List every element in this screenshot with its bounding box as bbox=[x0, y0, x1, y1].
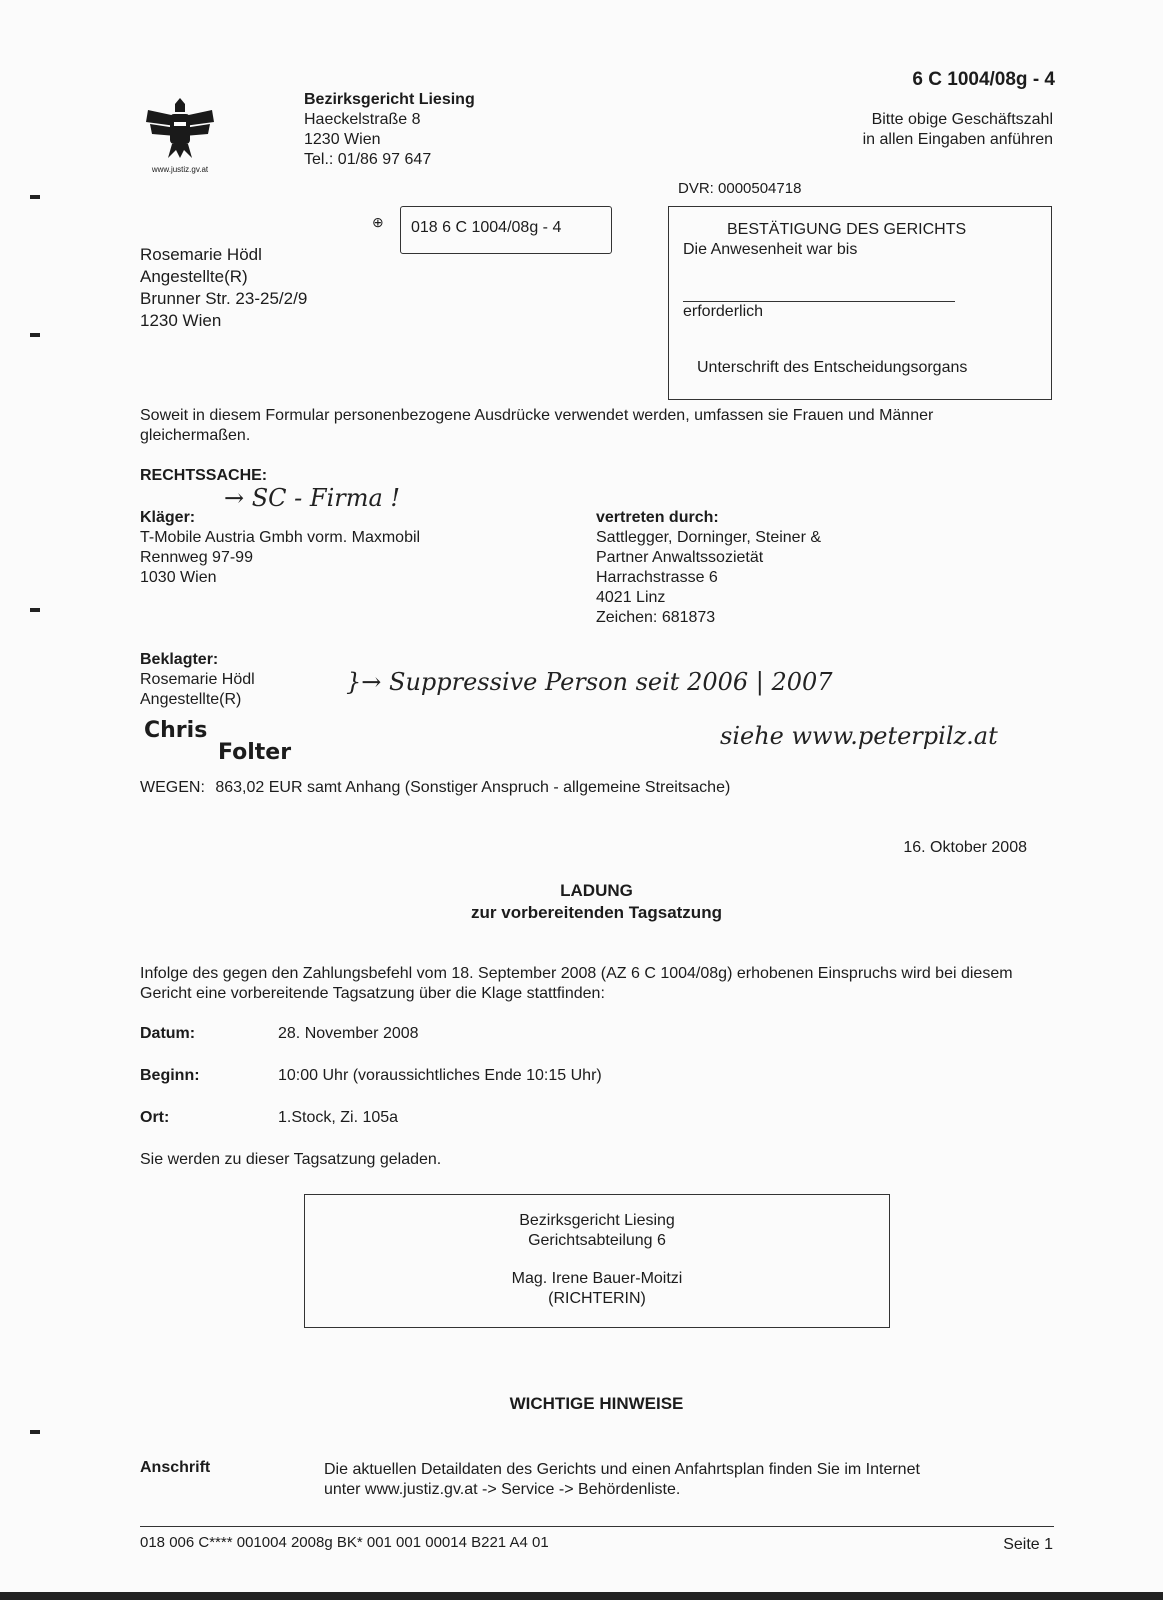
representative-block: vertreten durch: Sattlegger, Dorninger, Steiner & Partner Anwaltssozietät Harrachstrasse 6 4021 Linz Zeichen: 681873 bbox=[596, 509, 822, 626]
court-name: Bezirksgericht Liesing bbox=[304, 91, 475, 108]
scan-mark bbox=[30, 1430, 40, 1434]
footer-code: 018 006 C**** 001004 2008g BK* 001 001 00014 B221 A4 01 bbox=[140, 1534, 549, 1551]
handwritten-name-1: Chris bbox=[144, 718, 208, 743]
address-label: Anschrift bbox=[140, 1459, 211, 1476]
plaintiff-block: Kläger: T-Mobile Austria Gmbh vorm. Maxmobil Rennweg 97-99 1030 Wien bbox=[140, 509, 421, 586]
handwritten-name-2: Folter bbox=[218, 740, 292, 765]
document-title: LADUNG zur vorbereitenden Tagsatzung bbox=[471, 881, 722, 922]
confirmation-title: BESTÄTIGUNG DES GERICHTS bbox=[727, 221, 967, 238]
dvr-number: DVR: 0000504718 bbox=[678, 180, 802, 197]
defendant-block: Beklagter: Rosemarie Hödl Angestellte(R) bbox=[140, 651, 255, 708]
case-stamp: 018 6 C 1004/08g - 4 bbox=[400, 206, 612, 254]
court-confirmation-box: BESTÄTIGUNG DES GERICHTS Die Anwesenheit war bis erforderlich Unterschrift des Entscheidungsorgans bbox=[668, 206, 1052, 400]
court-address: Bezirksgericht Liesing Haeckelstraße 8 1230 Wien Tel.: 01/86 97 647 bbox=[304, 91, 475, 168]
signature-label: Unterschrift des Entscheidungsorgans bbox=[697, 359, 968, 376]
case-number-note: Bitte obige Geschäftszahl in allen Eingaben anführen bbox=[862, 111, 1053, 148]
address-info: Die aktuellen Detaildaten des Gerichts und einen Anfahrtsplan finden Sie im Internet unter www.justiz.gv.at -> Service -> Behördenliste. bbox=[324, 1461, 920, 1498]
eagle-icon bbox=[140, 92, 220, 162]
recipient-address: Rosemarie Hödl Angestellte(R) Brunner Str. 23-25/2/9 1230 Wien bbox=[140, 245, 308, 330]
scan-mark bbox=[30, 333, 40, 337]
judge-signature-box: Bezirksgericht Liesing Gerichtsabteilung 6 Mag. Irene Bauer-Moitzi (RICHTERIN) bbox=[304, 1194, 890, 1328]
judge-name: Mag. Irene Bauer-Moitzi bbox=[511, 1270, 683, 1287]
gender-notice: Soweit in diesem Formular personenbezogene Ausdrücke verwendet werden, umfassen sie Frauen und Männer gleichermaßen. bbox=[140, 407, 934, 444]
important-heading: WICHTIGE HINWEISE bbox=[509, 1394, 684, 1413]
detail-row: Datum: 28. November 2008 bbox=[140, 1025, 419, 1042]
recipient-name: Rosemarie Hödl bbox=[140, 245, 262, 264]
scan-mark bbox=[30, 195, 40, 199]
scan-mark bbox=[30, 608, 40, 612]
handwritten-note-suppressive: }→ Suppressive Person seit 2006 | 2007 bbox=[346, 668, 833, 696]
summons-statement: Sie werden zu dieser Tagsatzung geladen. bbox=[140, 1151, 442, 1168]
hearing-details bbox=[140, 1024, 602, 1150]
austria-eagle-logo bbox=[140, 92, 220, 174]
scan-edge bbox=[0, 1592, 1163, 1600]
document-date: 16. Oktober 2008 bbox=[903, 839, 1027, 856]
footer-divider bbox=[140, 1526, 1054, 1527]
attendance-line bbox=[683, 301, 955, 302]
handwritten-note-firma: → SC - Firma ! bbox=[224, 484, 401, 512]
page-number: Seite 1 bbox=[1003, 1536, 1053, 1553]
case-heading: RECHTSSACHE: bbox=[140, 467, 268, 484]
handwritten-note-link: siehe www.peterpilz.at bbox=[720, 722, 998, 750]
detail-row: Ort: 1.Stock, Zi. 105a bbox=[140, 1109, 399, 1126]
logo-caption: www.justiz.gv.at bbox=[151, 165, 209, 174]
detail-row: Beginn: 10:00 Uhr (voraussichtliches Ende 10:15 Uhr) bbox=[140, 1067, 602, 1084]
stamp-mark: ⊕ bbox=[372, 214, 384, 230]
case-number: 6 C 1004/08g - 4 bbox=[912, 69, 1055, 90]
summons-body: Infolge des gegen den Zahlungsbefehl vom 18. September 2008 (AZ 6 C 1004/08g) erhobenen Einspruchs wird bei diesem Gericht eine vorbereitende Tagsatzung über die Klage stattfinden: bbox=[140, 965, 1013, 1002]
regarding-line: WEGEN: 863,02 EUR samt Anhang (Sonstiger Anspruch - allgemeine Streitsache) bbox=[140, 779, 731, 796]
